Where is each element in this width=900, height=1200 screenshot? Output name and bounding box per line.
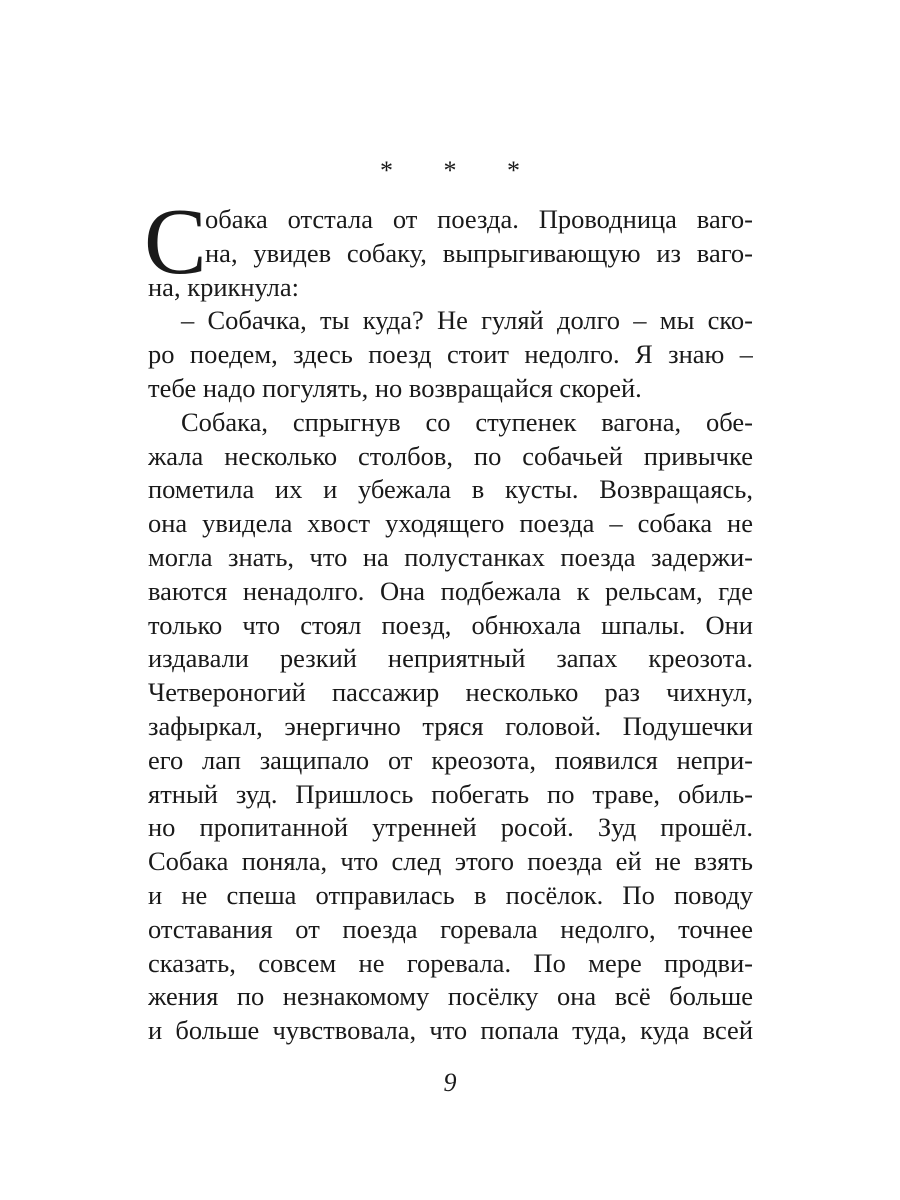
text-line: – Собачка, ты куда? Не гуляй долго – мы ско- [181,305,753,336]
text-line: ро поедем, здесь поезд стоит недолго. Я знаю – [148,339,753,370]
text-line: Собака поняла, что след этого поезда ей не взять [148,846,753,877]
text-line: и больше чувствовала, что попала туда, куда всей [148,1015,753,1046]
text-line: и не спеша отправилась в посёлок. По поводу [148,879,753,910]
section-separator: * * * [380,156,542,185]
text-line: издавали резкий неприятный запах креозота. [148,643,753,674]
text-line: зафыркал, энергично тряся головой. Подушечки [148,710,753,741]
text-line: сказать, совсем не горевала. По мере продви- [148,947,753,978]
text-line: но пропитанной утренней росой. Зуд прошёл. [148,812,753,843]
page-number: 9 [443,1068,457,1097]
body-text [144,190,753,1048]
text-line: его лап защипало от креозота, появился непри- [148,744,753,775]
text-line: отставания от поезда горевала недолго, точнее [148,913,753,944]
text-line: на, крикнула: [148,271,299,302]
text-line: Четвероногий пассажир несколько раз чихнул, [148,677,753,708]
text-line: только что стоял поезд, обнюхала шпалы. Они [148,609,753,640]
text-line: могла знать, что на полустанках поезда задержи- [148,541,753,572]
text-line: ваются ненадолго. Она подбежала к рельсам, где [148,575,753,606]
text-line: Собака, спрыгнув со ступенек вагона, обе- [181,406,753,437]
text-line: тебе надо погулять, но возвращайся скорей. [148,372,642,403]
text-line: жала несколько столбов, по собачьей привычке [148,440,753,471]
text-line: она увидела хвост уходящего поезда – собака не [148,508,753,539]
text-line: на, увидев собаку, выпрыгивающую из ваго- [205,237,753,268]
text-line: пометила их и убежала в кусты. Возвращаясь, [148,474,753,505]
drop-cap: С [144,190,207,294]
text-line: жения по незнакомому посёлку она всё больше [148,981,753,1012]
text-line: ятный зуд. Пришлось побегать по траве, обиль- [148,778,753,809]
text-line: обака отстала от поезда. Проводница ваго- [205,204,753,234]
